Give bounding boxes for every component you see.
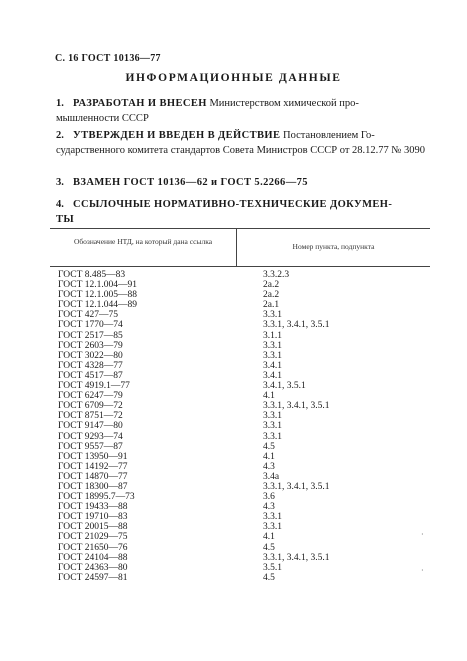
- ntd-designation: ГОСТ 9147—80: [58, 421, 123, 432]
- item-text: Министерством химической про-: [209, 98, 359, 109]
- clause-number: 3.4.1: [263, 370, 282, 381]
- table-row: [58, 300, 428, 310]
- ntd-designation: ГОСТ 427—75: [58, 310, 118, 321]
- clause-number: 3.3.1: [263, 350, 282, 361]
- clause-number: 4.3: [263, 461, 275, 472]
- clause-number: 2а.1: [263, 300, 280, 311]
- table-row: [58, 411, 428, 421]
- ntd-designation: ГОСТ 4919.1—77: [58, 381, 130, 392]
- table-header-rule: [50, 266, 430, 267]
- info-item-3: [56, 175, 426, 190]
- table-row: [58, 361, 428, 371]
- table-row: [58, 553, 428, 563]
- ntd-designation: ГОСТ 14192—77: [58, 461, 128, 472]
- table-row: [58, 462, 428, 472]
- table-row: [58, 401, 428, 411]
- table-row: [58, 391, 428, 401]
- margin-mark: ·: [421, 530, 424, 539]
- table-row: [58, 543, 428, 553]
- clause-number: 4.5: [263, 572, 275, 583]
- clause-number: 3.3.1, 3.4.1, 3.5.1: [263, 320, 330, 331]
- ntd-designation: ГОСТ 8.485—83: [58, 270, 126, 280]
- ntd-designation: ГОСТ 12.1.005—88: [58, 290, 137, 301]
- ntd-designation: ГОСТ 21029—75: [58, 532, 128, 543]
- info-item-4: [56, 197, 426, 227]
- table-row: [58, 452, 428, 462]
- ntd-designation: ГОСТ 2517—85: [58, 330, 123, 341]
- clause-number: 3.3.1: [263, 421, 282, 432]
- table-row: [58, 563, 428, 573]
- table-row: [58, 502, 428, 512]
- table-row: [58, 532, 428, 542]
- clause-number: 3.4.1, 3.5.1: [263, 381, 306, 392]
- ntd-designation: ГОСТ 18300—87: [58, 481, 128, 492]
- ntd-designation: ГОСТ 2603—79: [58, 340, 123, 351]
- clause-number: 2а.2: [263, 290, 280, 301]
- info-item-2: [56, 128, 426, 158]
- ntd-designation: ГОСТ 4328—77: [58, 360, 123, 371]
- clause-number: 2а.2: [263, 280, 280, 291]
- table-row: [58, 381, 428, 391]
- clause-number: 4.1: [263, 451, 275, 462]
- ntd-designation: ГОСТ 1770—74: [58, 320, 123, 331]
- table-row: [58, 371, 428, 381]
- item-number: 1.: [56, 98, 64, 109]
- clause-number: 3.3.1, 3.4.1, 3.5.1: [263, 552, 330, 563]
- table-body: [58, 270, 428, 583]
- ntd-designation: ГОСТ 21650—76: [58, 542, 128, 553]
- table-row: [58, 351, 428, 361]
- ntd-designation: ГОСТ 14870—77: [58, 471, 128, 482]
- clause-number: 3.3.1: [263, 522, 282, 533]
- info-item-1: [56, 96, 426, 126]
- ntd-designation: ГОСТ 4517—87: [58, 370, 123, 381]
- ntd-designation: ГОСТ 3022—80: [58, 350, 123, 361]
- ntd-designation: ГОСТ 24104—88: [58, 552, 128, 563]
- clause-number: 3.6: [263, 492, 275, 503]
- table-row: [58, 512, 428, 522]
- ntd-designation: ГОСТ 12.1.044—89: [58, 300, 137, 311]
- clause-number: 3.3.1, 3.4.1, 3.5.1: [263, 481, 330, 492]
- ntd-designation: ГОСТ 24363—80: [58, 562, 128, 573]
- item-lead: РАЗРАБОТАН И ВНЕСЕН: [73, 98, 207, 109]
- clause-number: 4.3: [263, 502, 275, 513]
- item-number: 2.: [56, 130, 64, 141]
- item-number: 4.: [56, 199, 64, 210]
- ntd-designation: ГОСТ 6709—72: [58, 401, 123, 412]
- table-row: [58, 341, 428, 351]
- table-row: [58, 280, 428, 290]
- table-top-rule: [50, 228, 430, 229]
- ntd-designation: ГОСТ 9293—74: [58, 431, 123, 442]
- table-row: [58, 522, 428, 532]
- column-header-document: Обозначение НТД, на который дана ссылка: [73, 237, 213, 246]
- ntd-designation: ГОСТ 9557—87: [58, 441, 123, 452]
- margin-mark: ·: [421, 566, 424, 575]
- ntd-designation: ГОСТ 6247—79: [58, 391, 123, 402]
- item-lead: ВЗАМЕН ГОСТ 10136—62 и ГОСТ 5.2266—75: [73, 177, 308, 188]
- ntd-designation: ГОСТ 20015—88: [58, 522, 128, 533]
- clause-number: 4.1: [263, 532, 275, 543]
- ntd-designation: ГОСТ 18995.7—73: [58, 492, 135, 503]
- clause-number: 3.4а: [263, 471, 280, 482]
- page-header: С. 16 ГОСТ 10136—77: [55, 53, 161, 64]
- clause-number: 3.3.1, 3.4.1, 3.5.1: [263, 401, 330, 412]
- ntd-designation: ГОСТ 13950—91: [58, 451, 128, 462]
- table-row: [58, 290, 428, 300]
- table-row: [58, 432, 428, 442]
- table-row: [58, 331, 428, 341]
- item-lead: ССЫЛОЧНЫЕ НОРМАТИВНО-ТЕХНИЧЕСКИЕ ДОКУМЕН-: [73, 199, 393, 210]
- section-title: ИНФОРМАЦИОННЫЕ ДАННЫЕ: [125, 72, 342, 84]
- item-text: Постановлением Го-: [283, 130, 375, 141]
- table-row: [58, 421, 428, 431]
- clause-number: 3.3.1: [263, 431, 282, 442]
- item-continuation: ТЫ: [56, 214, 75, 225]
- item-number: 3.: [56, 177, 64, 188]
- clause-number: 3.5.1: [263, 562, 282, 573]
- table-row: [58, 442, 428, 452]
- table-row: [58, 492, 428, 502]
- reference-table: [50, 228, 430, 588]
- ntd-designation: ГОСТ 12.1.004—91: [58, 280, 137, 291]
- table-row: [58, 310, 428, 320]
- item-continuation: мышленности СССР: [56, 113, 149, 124]
- clause-number: 4.1: [263, 391, 275, 402]
- table-row: [58, 482, 428, 492]
- clause-number: 4.5: [263, 542, 275, 553]
- clause-number: 4.5: [263, 441, 275, 452]
- clause-number: 3.3.2.3: [263, 270, 290, 280]
- item-lead: УТВЕРЖДЕН И ВВЕДЕН В ДЕЙСТВИЕ: [73, 130, 281, 141]
- table-row: [58, 320, 428, 330]
- clause-number: 3.1.1: [263, 330, 282, 341]
- ntd-designation: ГОСТ 24597—81: [58, 572, 128, 583]
- table-row: [58, 573, 428, 583]
- ntd-designation: ГОСТ 8751—72: [58, 411, 123, 422]
- clause-number: 3.3.1: [263, 512, 282, 523]
- ntd-designation: ГОСТ 19433—88: [58, 502, 128, 513]
- clause-number: 3.3.1: [263, 340, 282, 351]
- clause-number: 3.3.1: [263, 411, 282, 422]
- column-header-clause: Номер пункта, подпункта: [292, 242, 375, 251]
- clause-number: 3.3.1: [263, 310, 282, 321]
- ntd-designation: ГОСТ 19710—83: [58, 512, 128, 523]
- clause-number: 3.4.1: [263, 360, 282, 371]
- table-row: [58, 472, 428, 482]
- table-row: [58, 270, 428, 280]
- item-continuation: сударственного комитета стандартов Совета Министров СССР от 28.12.77 № 3090: [56, 145, 426, 156]
